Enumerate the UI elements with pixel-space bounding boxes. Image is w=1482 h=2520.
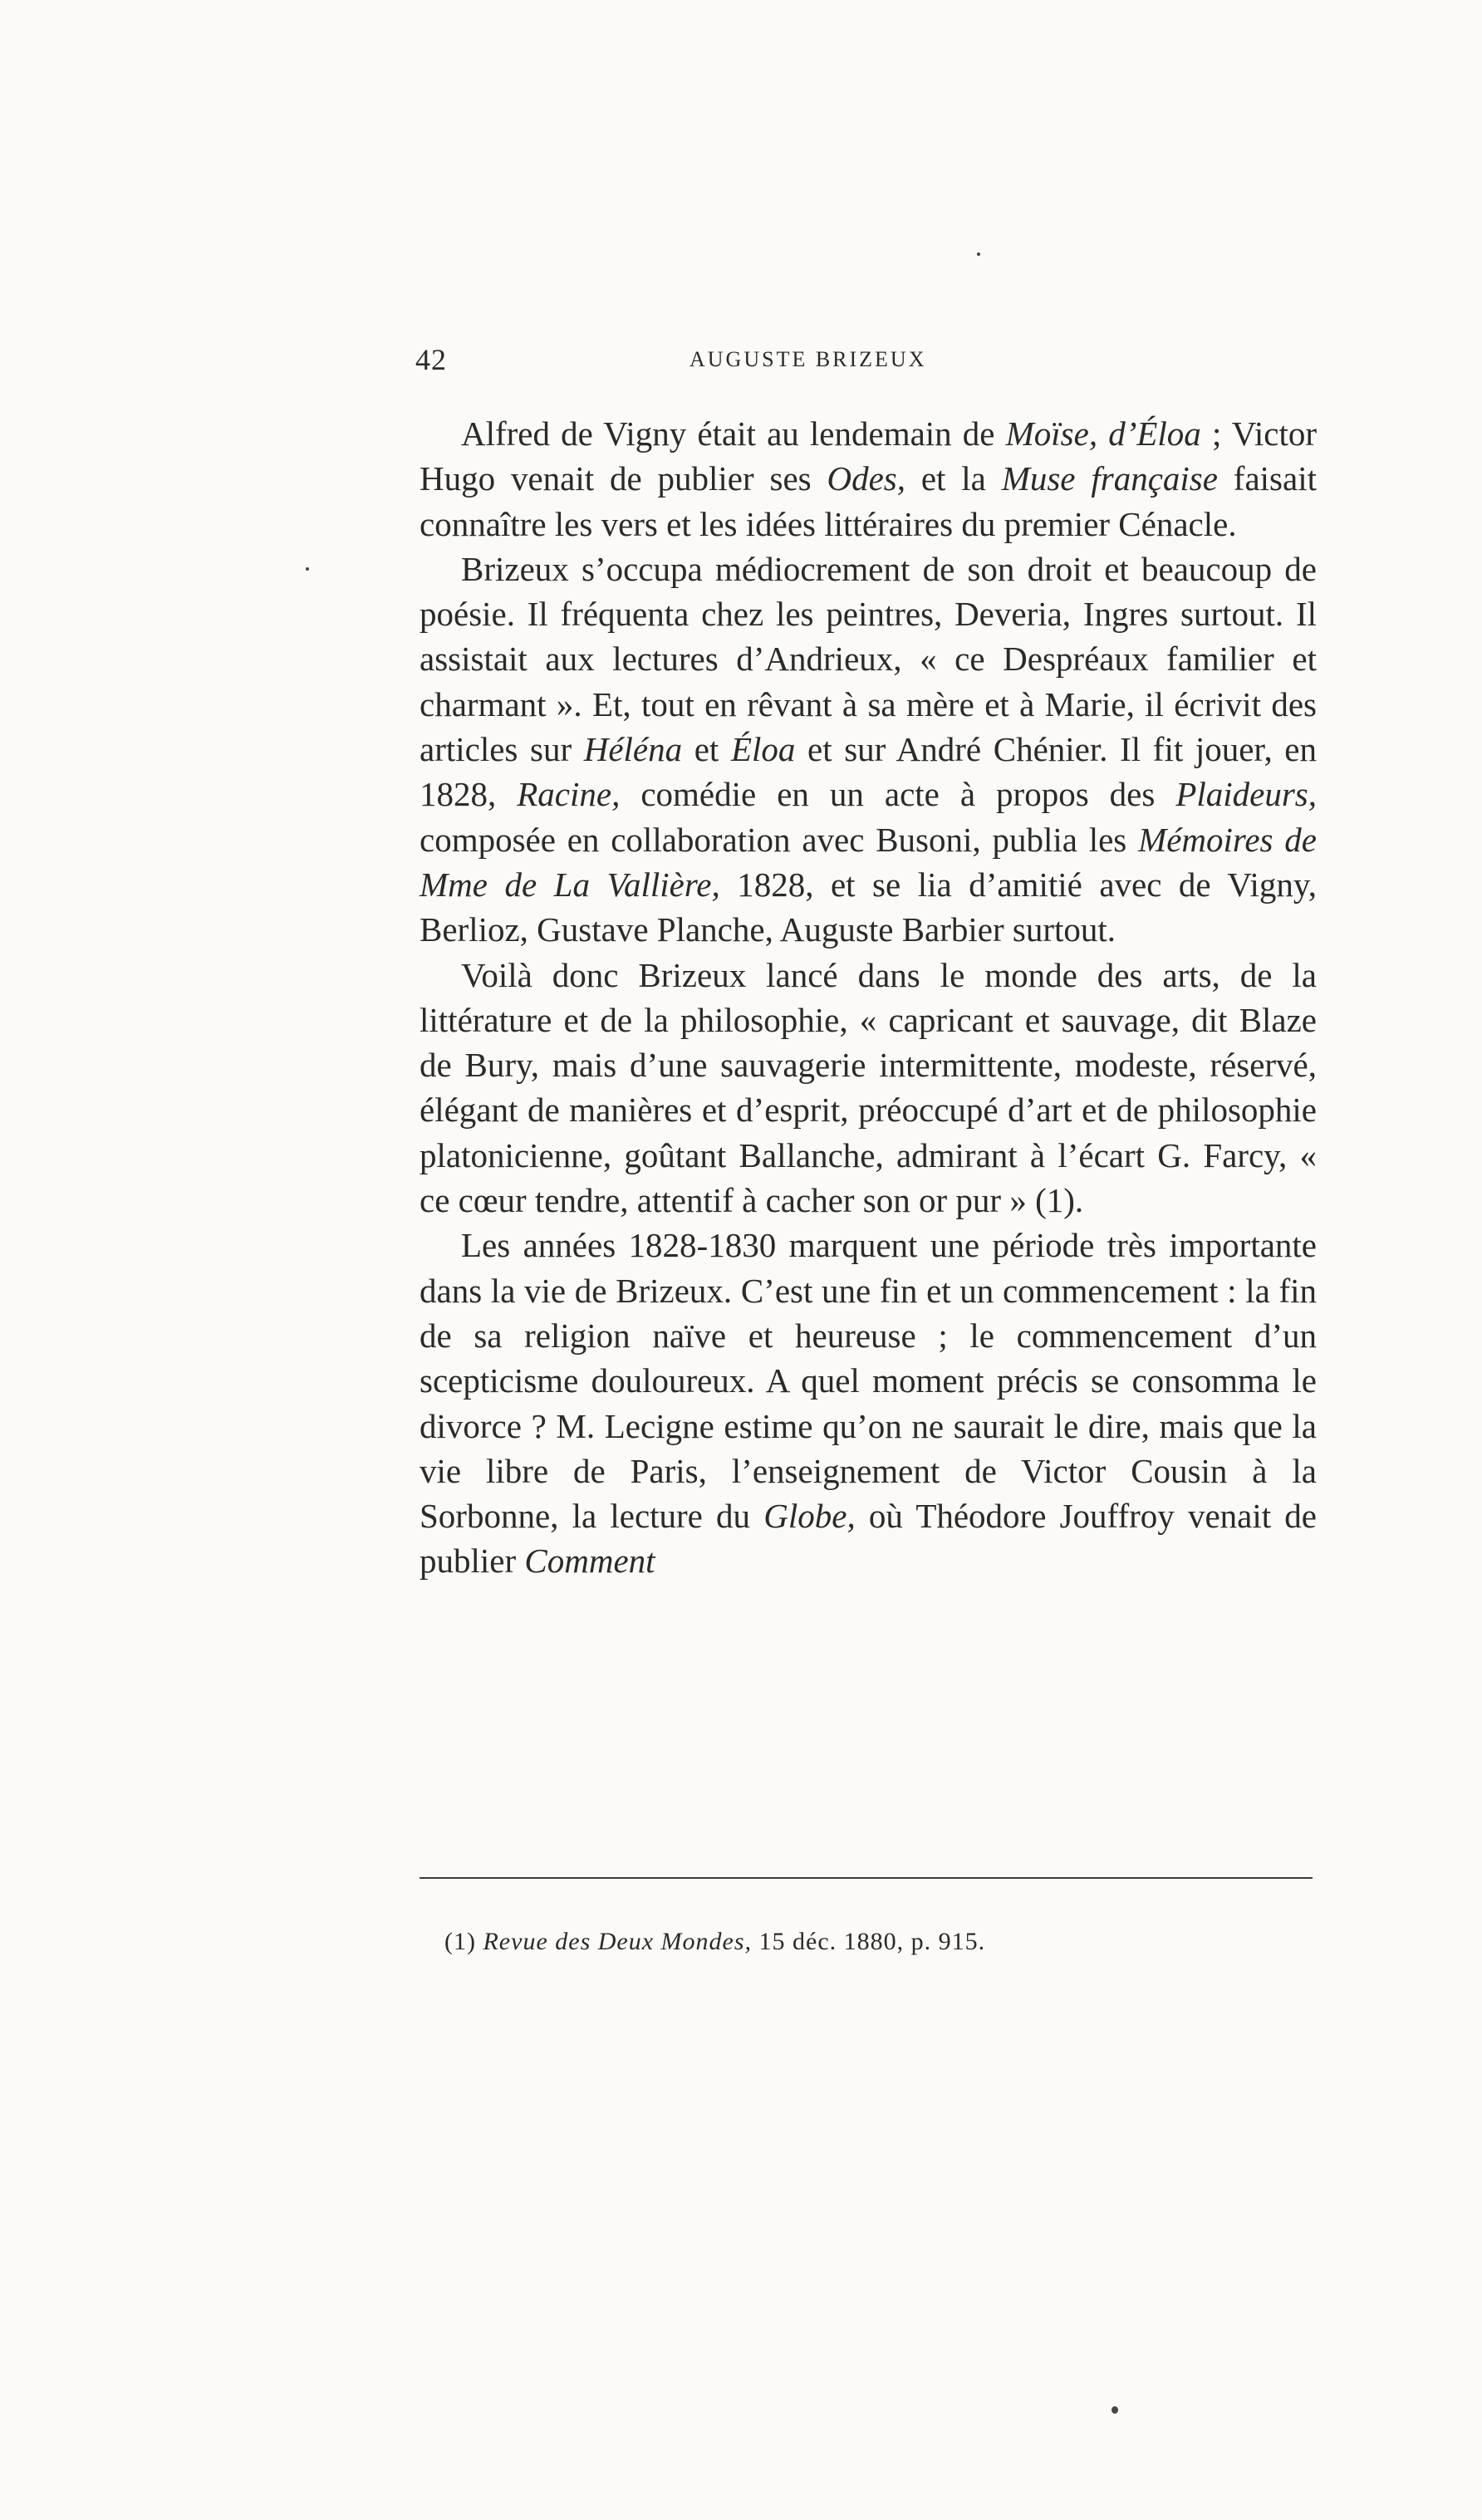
body-text bbox=[420, 411, 1317, 1584]
italic-run: Comment bbox=[524, 1542, 655, 1581]
text-run: comédie en un acte à propos des bbox=[620, 775, 1176, 814]
text-run: où Théodore Jouffroy venait de publier bbox=[420, 1497, 1318, 1581]
ink-speck bbox=[1112, 2406, 1118, 2414]
text-run: composée en collaboration avec Busoni, publia les bbox=[420, 820, 1139, 859]
text-run: et la bbox=[905, 459, 1002, 498]
italic-run: Mémoires de Mme de La Vallière, bbox=[420, 820, 1317, 904]
italic-run: Muse française bbox=[1001, 459, 1218, 498]
text-run: faisait connaître les vers et les idées littéraires du premier Cénacle. bbox=[420, 459, 1317, 543]
paragraph bbox=[420, 411, 1317, 547]
italic-run: Plaideurs, bbox=[1175, 775, 1317, 814]
text-run: Brizeux s’occupa médiocrement de son droit et beaucoup de poésie. Il fréquenta chez les peintres, Deveria, Ingres surtout. Il assistait aux lectures d’Andrieux, « ce Despréaux familier et charmant ». Et, tout en rêvant à sa mère et à Marie, il écrivit des articles sur bbox=[420, 549, 1317, 769]
paragraph bbox=[420, 1223, 1317, 1583]
running-title: AUGUSTE BRIZEUX bbox=[689, 347, 927, 371]
text-run: Voilà donc Brizeux lancé dans le monde des arts, de la littérature et de la philosophie, « capricant et sauvage, dit Blaze de Bury, mais d’une sauvagerie intermittente, modeste, réservé, élégant de manières et d’esprit, préoccupé d’art et de philosophie platonicienne, goûtant Ballanche, admirant à l’écart G. Farcy, « ce cœur tendre, attentif à cacher son or pur » (1). bbox=[420, 955, 1317, 1220]
text-run: ; Victor Hugo venait de publier ses bbox=[420, 414, 1317, 498]
italic-run: Revue des Deux Mondes, bbox=[483, 1928, 753, 1955]
ink-speck bbox=[977, 252, 980, 256]
paragraph bbox=[420, 953, 1317, 1223]
italic-run: Héléna bbox=[583, 730, 683, 769]
running-head bbox=[415, 342, 1329, 384]
italic-run: Éloa bbox=[730, 730, 796, 769]
page-number: 42 bbox=[415, 343, 447, 376]
footnote-rule bbox=[420, 1877, 1313, 1879]
footnote bbox=[444, 1925, 1317, 1959]
text-run: 15 déc. 1880, p. 915. bbox=[752, 1928, 986, 1955]
ink-speck bbox=[306, 567, 309, 571]
italic-run: Racine, bbox=[517, 775, 621, 814]
text-run: et sur André Chénier. Il fit jouer, en 1828, bbox=[420, 730, 1318, 814]
text-run: et bbox=[682, 730, 731, 769]
text-run: Les années 1828-1830 marquent une période très importante dans la vie de Brizeux. C’est une fin et un commencement : la fin de sa religion naïve et heureuse ; le commencement d’un scepticisme douloureux. A quel moment précis se consomma le divorce ? M. Lecigne estime qu’on ne saurait le dire, mais que la vie libre de Paris, l’enseignement de Victor Cousin à la Sorbonne, la lecture du bbox=[420, 1226, 1317, 1536]
italic-run: Globe, bbox=[763, 1497, 856, 1536]
italic-run: Odes, bbox=[827, 459, 905, 498]
text-run: Alfred de Vigny était au lendemain de bbox=[461, 414, 1006, 453]
paragraph bbox=[420, 547, 1317, 953]
italic-run: Moïse, d’Éloa bbox=[1005, 414, 1201, 453]
text-run: 1828, et se lia d’amitié avec de Vigny, Berlioz, Gustave Planche, Auguste Barbier surtout. bbox=[420, 865, 1317, 949]
text-run: (1) bbox=[444, 1928, 483, 1955]
